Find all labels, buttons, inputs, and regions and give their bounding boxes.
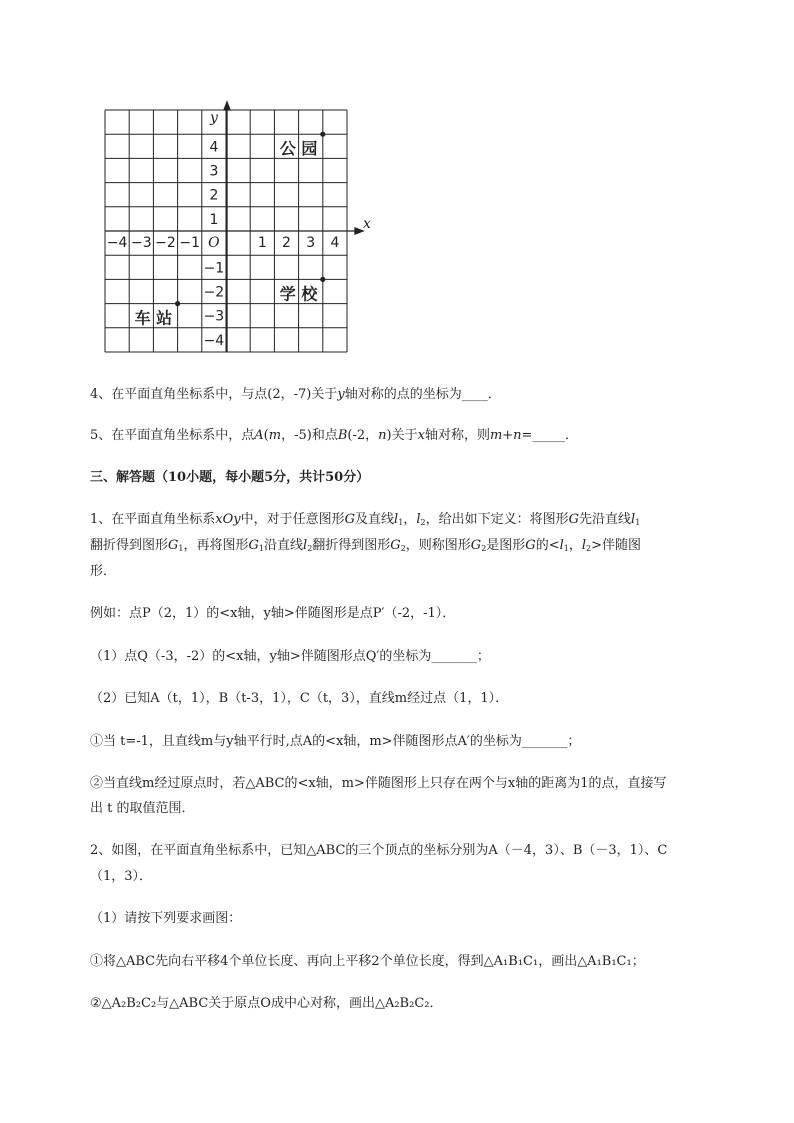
p1-var-l2: l xyxy=(303,538,308,553)
q5-text-a: 5、在平面直角坐标系中，点 xyxy=(90,428,255,443)
y-tick-label: 1 xyxy=(209,211,219,228)
q5-text-d: (-2， xyxy=(347,428,379,443)
coordinate-grid-figure xyxy=(95,100,370,362)
place-point xyxy=(320,132,325,137)
p1-text: ，给出如下定义：将图形 xyxy=(425,512,569,527)
p1-sub-2a: ①当 t=-1，且直线m与y轴平行时,点A的<x轴，m>伴随图形点A′的坐标为_______； xyxy=(90,734,581,749)
x-axis-arrow xyxy=(355,228,363,234)
p1-text: 翻折得到图形 xyxy=(90,538,169,553)
p2-sub-1a: ①将△ABC先向右平移4个单位长度、再向上平移2个单位长度，得到△A₁B₁C₁，画出△A₁B₁C₁； xyxy=(90,954,645,969)
x-tick-label: 1 xyxy=(257,235,267,251)
p1-var-l1: l xyxy=(394,512,399,527)
p1-var-g: G xyxy=(344,512,356,527)
p2-line-1: 2、如图，在平面直角坐标系中，已知△ABC的三个顶点的坐标分别为A（－4，3）、B（－3，1）、C xyxy=(90,843,668,858)
p1-text: 先沿直线 xyxy=(579,512,632,527)
q4-var: y xyxy=(337,387,345,402)
q5-text-e: )关于 xyxy=(386,428,418,443)
y-tick-label: −3 xyxy=(203,308,225,325)
x-tick-label: −4 xyxy=(106,235,128,251)
q4-text-b: 轴对称的点的坐标为____． xyxy=(344,387,501,402)
p2-line-2: （1，3）． xyxy=(90,869,153,884)
p1-text: 中，对于任意图形 xyxy=(240,512,345,527)
y-axis-label: y xyxy=(210,110,218,126)
p1-line-1: 1、在平面直角坐标系xOy中，对于任意图形G及直线$l_1$，$l_2$，给出如下定义：将图形G先沿直线$l_1$ xyxy=(90,512,641,527)
x-axis-label: x xyxy=(363,216,371,232)
y-tick-label: 2 xyxy=(209,187,219,204)
p1-var-g2: G xyxy=(470,538,482,553)
p1-var-l1: l xyxy=(631,512,636,527)
p1-text: 及直线 xyxy=(355,512,395,527)
q5-text-c: ，-5)和点 xyxy=(281,428,338,443)
q5-point-a: A xyxy=(254,428,264,443)
p1-text: 的< xyxy=(535,538,560,553)
p1-sub-2: （2）已知A（t，1），B（t-3，1），C（t，3），直线m经过点（1，1）． xyxy=(90,691,509,706)
p1-text: 是图形 xyxy=(486,538,526,553)
p1-var-g: G xyxy=(525,538,536,553)
p1-example: 例如：点P（2，1）的<x轴，y轴>伴随图形是点P′（-2，-1）． xyxy=(90,606,456,621)
p1-var-l2: l xyxy=(416,512,421,527)
q5-text-g: =_____． xyxy=(521,428,578,443)
p1-sub-2b-line-2: 出 t 的取值范围． xyxy=(90,801,195,816)
x-tick-label: 3 xyxy=(306,235,316,251)
y-tick-label: −4 xyxy=(203,332,225,349)
p2-sub-1b: ②△A₂B₂C₂与△ABC关于原点O成中心对称，画出△A₂B₂C₂． xyxy=(90,996,443,1011)
place-label: 车 站 xyxy=(134,308,173,328)
p1-text: ，再将图形 xyxy=(183,538,249,553)
p1-var-g2: G xyxy=(390,538,401,553)
x-tick-label: −3 xyxy=(130,235,152,251)
q5-var-m: m xyxy=(268,428,282,443)
p1-text: 翻折得到图形 xyxy=(312,538,391,553)
p1-text: ， xyxy=(568,538,582,553)
section-3-heading: 三、解答题（10小题，每小题5分，共计50分） xyxy=(90,470,370,485)
place-point xyxy=(320,277,325,282)
p1-line-2: 翻折得到图形$G_1$，再将图形$G_1$沿直线$l_2$翻折得到图形$G_2$，则称图形$G_2$是图形G的$<l_1$，$l_2>$伴随图 xyxy=(90,538,642,553)
question-4 xyxy=(90,384,501,406)
q4-text-a: 4、在平面直角坐标系中，与点(2，-7)关于 xyxy=(90,387,338,402)
p1-sub-1: （1）点Q（-3，-2）的<x轴，y轴>伴随图形点Q′的坐标为_______； xyxy=(90,649,490,664)
x-tick-label: −2 xyxy=(155,235,176,251)
p1-var-g1: G xyxy=(168,538,179,553)
p1-line-3: 形． xyxy=(90,564,117,579)
p1-text: ， xyxy=(403,512,417,527)
q5-text-b: ( xyxy=(263,428,269,443)
y-tick-label: 4 xyxy=(209,139,219,156)
y-tick-label: −2 xyxy=(203,284,225,301)
p1-text: >伴随图 xyxy=(591,538,642,553)
x-tick-label: −1 xyxy=(179,235,201,251)
question-5 xyxy=(90,425,578,447)
y-tick-label: 3 xyxy=(209,163,219,180)
q5-var-x: x xyxy=(417,428,425,443)
p1-sub-2b-line-1: ②当直线m经过原点时，若△ABC的<x轴，m>伴随图形上只存在两个与x轴的距离为1的点，直接写 xyxy=(90,776,667,791)
p1-xoy: xOy xyxy=(215,512,241,527)
place-label: 学 校 xyxy=(279,284,318,304)
place-label: 公 园 xyxy=(279,139,318,159)
q5-var-n: n xyxy=(378,428,387,443)
x-tick-label: 4 xyxy=(330,235,340,251)
p1-text: 1、在平面直角坐标系 xyxy=(90,512,216,527)
y-tick-label: −1 xyxy=(203,260,225,277)
p2-sub-1: （1）请按下列要求画图： xyxy=(90,911,242,926)
p1-var-l1: l xyxy=(559,538,564,553)
p1-text: 沿直线 xyxy=(264,538,304,553)
q5-expr-mn: m+n xyxy=(489,428,522,443)
y-axis-arrow xyxy=(224,102,230,110)
place-point xyxy=(175,301,180,306)
origin-label: O xyxy=(208,235,220,251)
p1-var-g1: G xyxy=(248,538,259,553)
q5-point-b: B xyxy=(337,428,348,443)
q5-text-f: 轴对称，则 xyxy=(424,428,490,443)
p1-text: ，则称图形 xyxy=(405,538,471,553)
x-tick-label: 2 xyxy=(282,235,291,251)
p1-var-l2: l xyxy=(581,538,587,553)
p1-var-g: G xyxy=(568,512,579,527)
